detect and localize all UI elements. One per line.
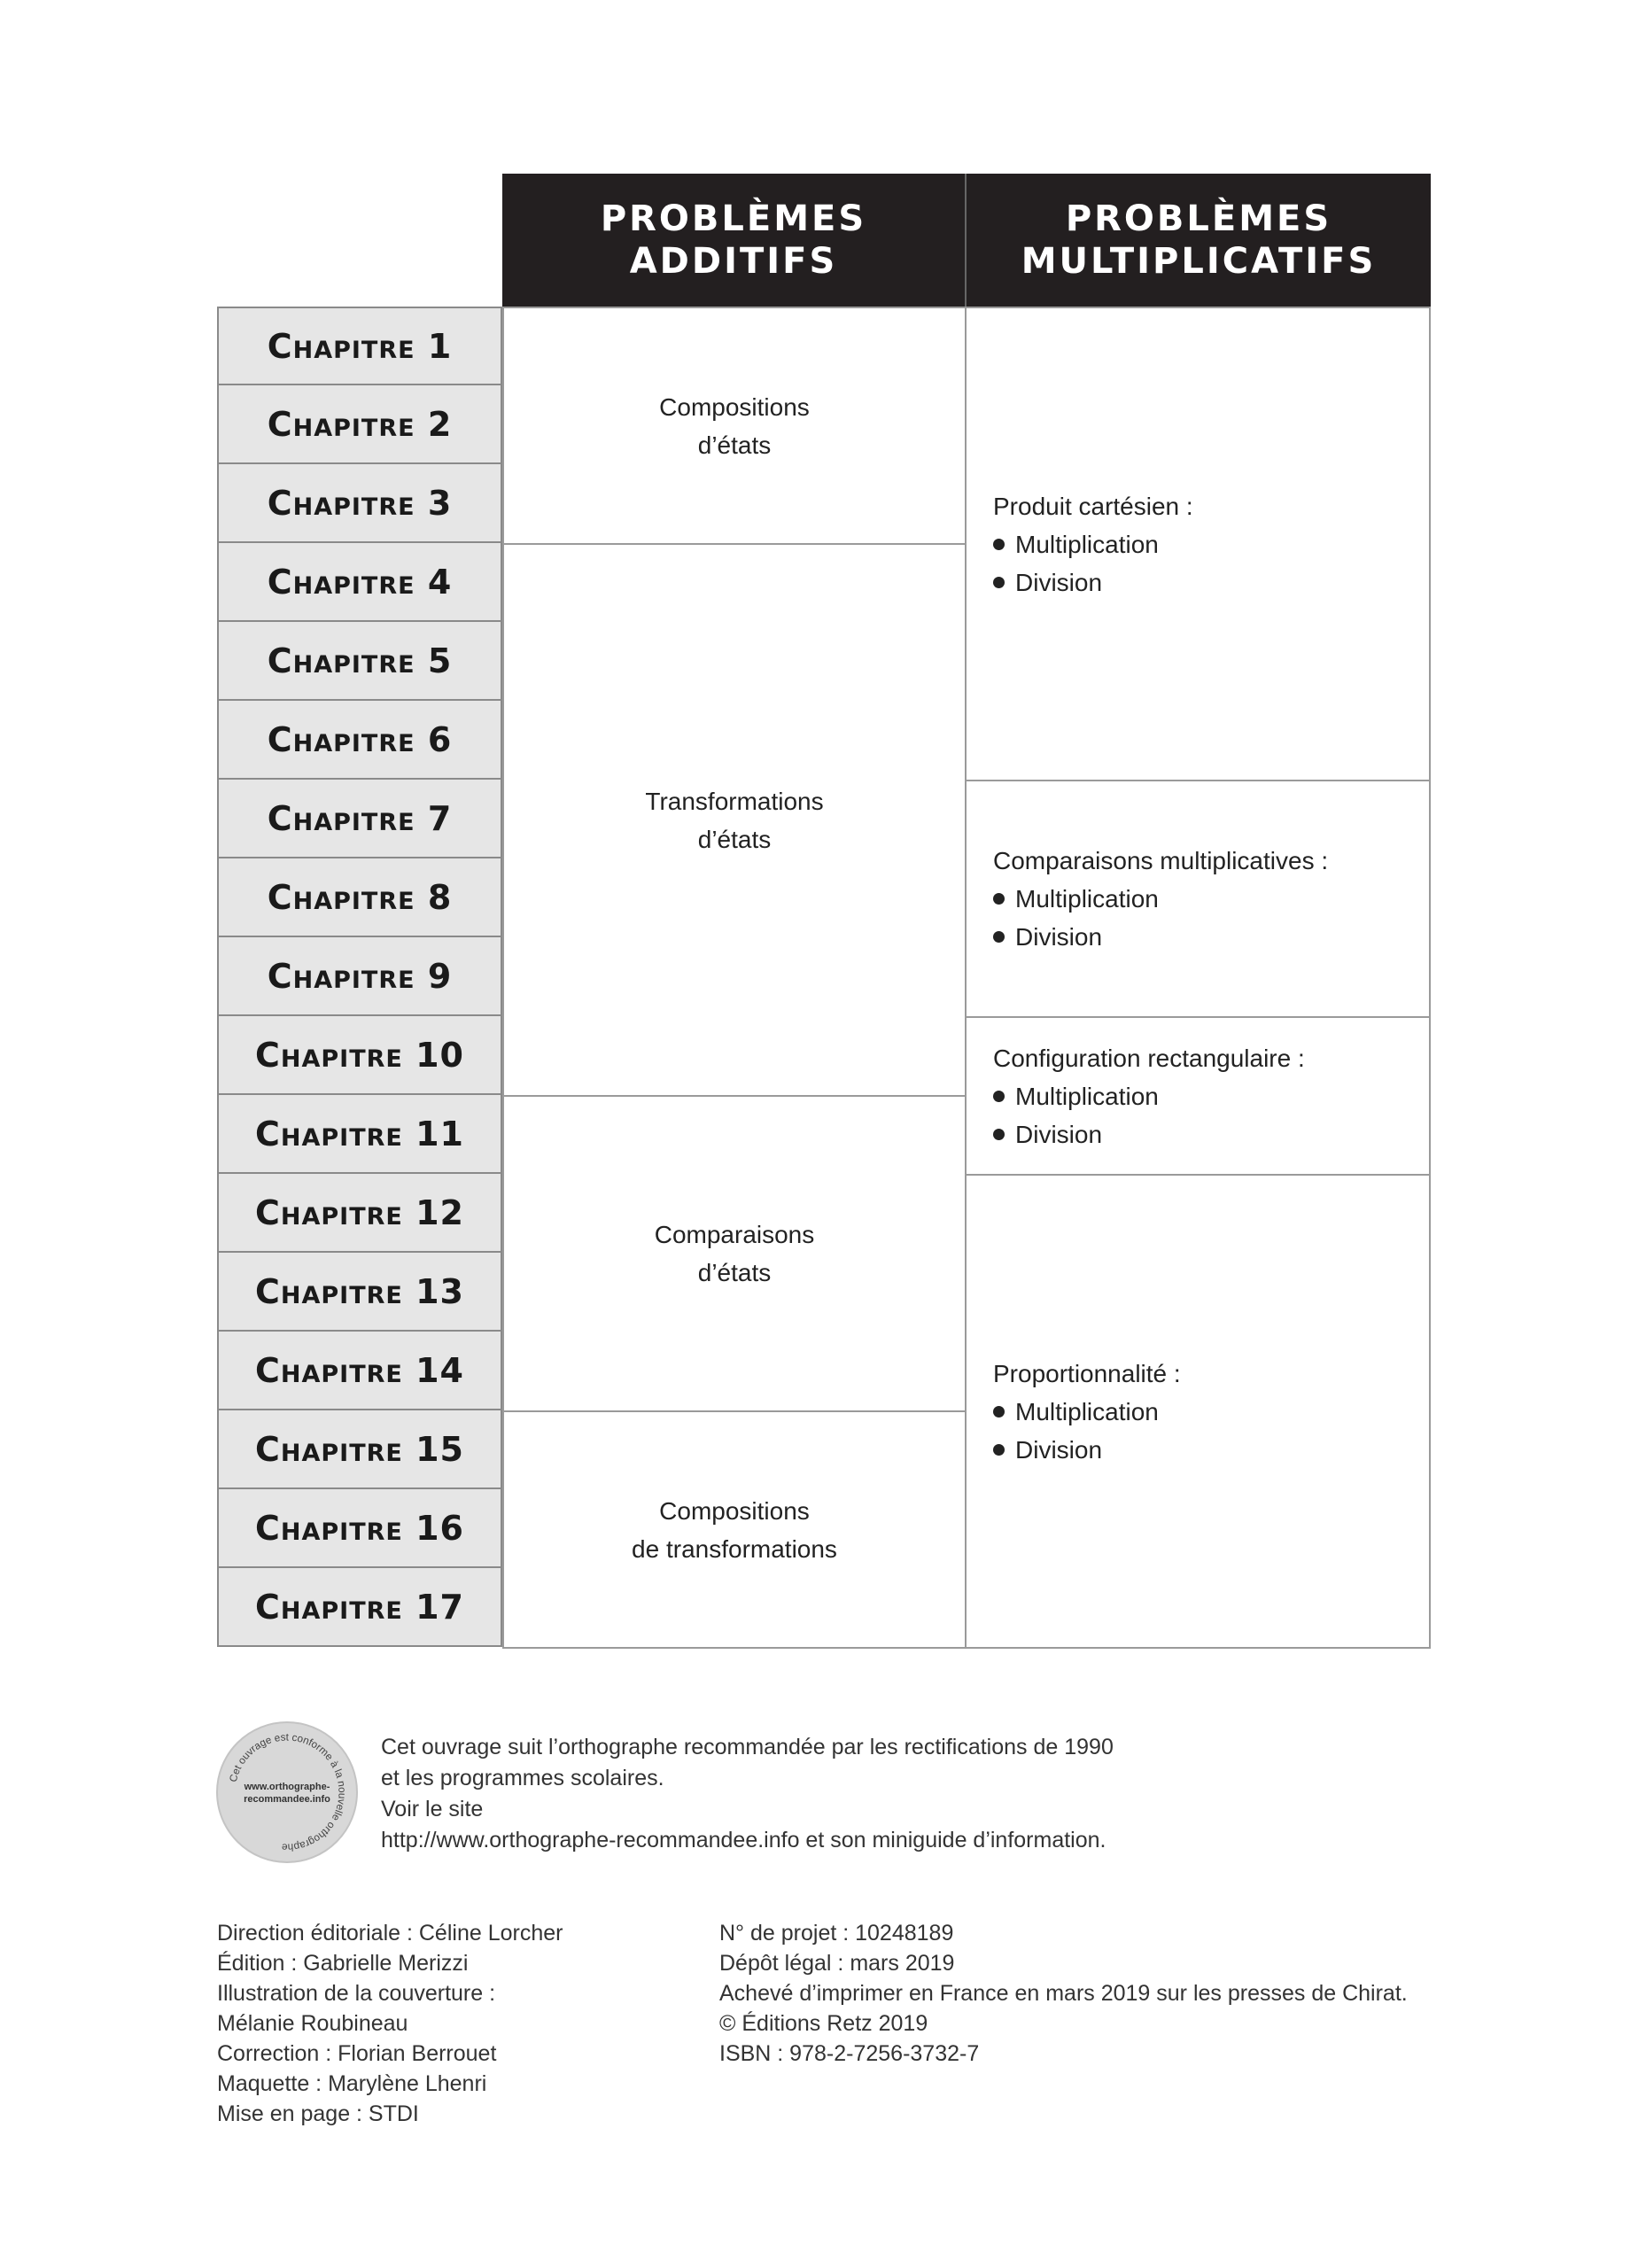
credit-line: ISBN : 978-2-7256-3732-7: [719, 2041, 980, 2066]
orthographe-seal-logo: [216, 1721, 358, 1863]
bullet-item: [993, 1393, 1429, 1431]
credits-left: [217, 1918, 563, 2129]
bullet-item: [993, 1431, 1429, 1469]
additif-category-cell: [502, 307, 967, 545]
notice-url-line: http://www.orthographe-recommandee.info et son miniguide d’information.: [381, 1828, 1106, 1852]
header-problemes-additifs: [502, 174, 967, 307]
seal-url-line: recommandee.info: [244, 1794, 330, 1805]
category-label-line: Transformations: [645, 787, 824, 815]
bullet-item-label: Multiplication: [1015, 530, 1159, 558]
category-label-line: d’états: [697, 431, 772, 459]
header-problemes-multiplicatifs: [967, 174, 1431, 307]
multiplicatif-category-cell: [965, 780, 1431, 1018]
orthographe-notice: [381, 1732, 1114, 1856]
bullet-item: [993, 563, 1429, 602]
chapter-label: Chapitre 11: [217, 1095, 502, 1174]
multiplicatif-category-cell: [965, 307, 1431, 781]
credit-line: Correction : Florian Berrouet: [217, 2041, 497, 2066]
chapter-label: Chapitre 15: [217, 1410, 502, 1489]
notice-line: Voir le site: [381, 1797, 484, 1821]
bullet-item: [993, 880, 1429, 918]
multiplicatif-category-cell: [965, 1174, 1431, 1649]
additif-category-cell: [502, 1410, 967, 1649]
seal-url-line: www.orthographe-: [244, 1782, 330, 1792]
bullet-item-label: Multiplication: [1015, 1397, 1159, 1425]
additif-category-cell: [502, 543, 967, 1097]
bullet-dot-icon: [993, 1091, 1005, 1102]
credit-line: Illustration de la couverture :: [217, 1981, 496, 2006]
chapter-label: Chapitre 7: [217, 780, 502, 858]
chapter-label: Chapitre 8: [217, 858, 502, 937]
additif-category-cell: [502, 1095, 967, 1412]
bullet-dot-icon: [993, 1406, 1005, 1418]
category-label-line: d’états: [697, 825, 772, 853]
chapter-label: Chapitre 13: [217, 1253, 502, 1332]
bullet-dot-icon: [993, 539, 1005, 550]
category-title: Configuration rectangulaire :: [993, 1044, 1305, 1072]
chapter-label: Chapitre 5: [217, 622, 502, 701]
bullet-item-label: Multiplication: [1015, 885, 1159, 913]
svg-text:Cet ouvrage est conforme à la: Cet ouvrage est conforme à la nouvelle orthographe: [227, 1731, 348, 1853]
bullet-item: [993, 1115, 1429, 1153]
multiplicatif-category-cell: [965, 1016, 1431, 1176]
category-title: Comparaisons multiplicatives :: [993, 847, 1329, 874]
header-line: PROBLÈMES: [600, 198, 867, 239]
header-line: PROBLÈMES: [1065, 198, 1332, 239]
bullet-item: [993, 1077, 1429, 1115]
chapter-label: Chapitre 16: [217, 1489, 502, 1568]
bullet-dot-icon: [993, 1129, 1005, 1140]
credit-line: N° de projet : 10248189: [719, 1921, 954, 1946]
bullet-item-label: Division: [1015, 1435, 1103, 1464]
category-label-line: Comparaisons: [654, 1221, 815, 1248]
credit-line: Mise en page : STDI: [217, 2101, 419, 2126]
chapter-label: Chapitre 3: [217, 464, 502, 543]
bullet-item-label: Division: [1015, 568, 1103, 596]
chapter-label: Chapitre 6: [217, 701, 502, 780]
category-label-line: Compositions: [659, 392, 810, 421]
header-line: ADDITIFS: [629, 241, 838, 282]
credit-line: © Éditions Retz 2019: [719, 2011, 928, 2036]
category-title: Proportionnalité :: [993, 1359, 1181, 1387]
bullet-item-label: Division: [1015, 923, 1103, 951]
credit-line: Maquette : Marylène Lhenri: [217, 2071, 487, 2096]
chapter-label: Chapitre 9: [217, 937, 502, 1016]
chapter-label: Chapitre 2: [217, 385, 502, 464]
bullet-dot-icon: [993, 1444, 1005, 1456]
credits-right: [719, 1918, 1408, 2069]
bullet-dot-icon: [993, 577, 1005, 588]
credit-line: Édition : Gabrielle Merizzi: [217, 1951, 469, 1976]
bullet-dot-icon: [993, 931, 1005, 943]
category-label-line: Compositions: [659, 1496, 810, 1525]
notice-line: Cet ouvrage suit l’orthographe recommandée par les rectifications de 1990: [381, 1735, 1114, 1759]
header-line: MULTIPLICATIFS: [1021, 241, 1377, 282]
chapter-label: Chapitre 4: [217, 543, 502, 622]
credit-line: Dépôt légal : mars 2019: [719, 1951, 955, 1976]
credit-line: Achevé d’imprimer en France en mars 2019 sur les presses de Chirat.: [719, 1981, 1408, 2006]
chapter-label: Chapitre 14: [217, 1332, 502, 1410]
category-label-line: d’états: [697, 1259, 772, 1286]
chapter-label: Chapitre 10: [217, 1016, 502, 1095]
bullet-item-label: Multiplication: [1015, 1082, 1159, 1110]
credit-line: Direction éditoriale : Céline Lorcher: [217, 1921, 563, 1946]
chapter-label: Chapitre 17: [217, 1568, 502, 1647]
category-title: Produit cartésien :: [993, 492, 1193, 520]
bullet-item-label: Division: [1015, 1120, 1103, 1148]
bullet-item: [993, 525, 1429, 563]
chapter-label: Chapitre 12: [217, 1174, 502, 1253]
credit-line: Mélanie Roubineau: [217, 2011, 408, 2036]
bullet-item: [993, 918, 1429, 956]
bullet-dot-icon: [993, 893, 1005, 905]
category-label-line: de transformations: [632, 1534, 837, 1563]
chapter-column: [217, 307, 502, 1647]
notice-line: et les programmes scolaires.: [381, 1766, 664, 1790]
chapter-label: Chapitre 1: [217, 307, 502, 385]
